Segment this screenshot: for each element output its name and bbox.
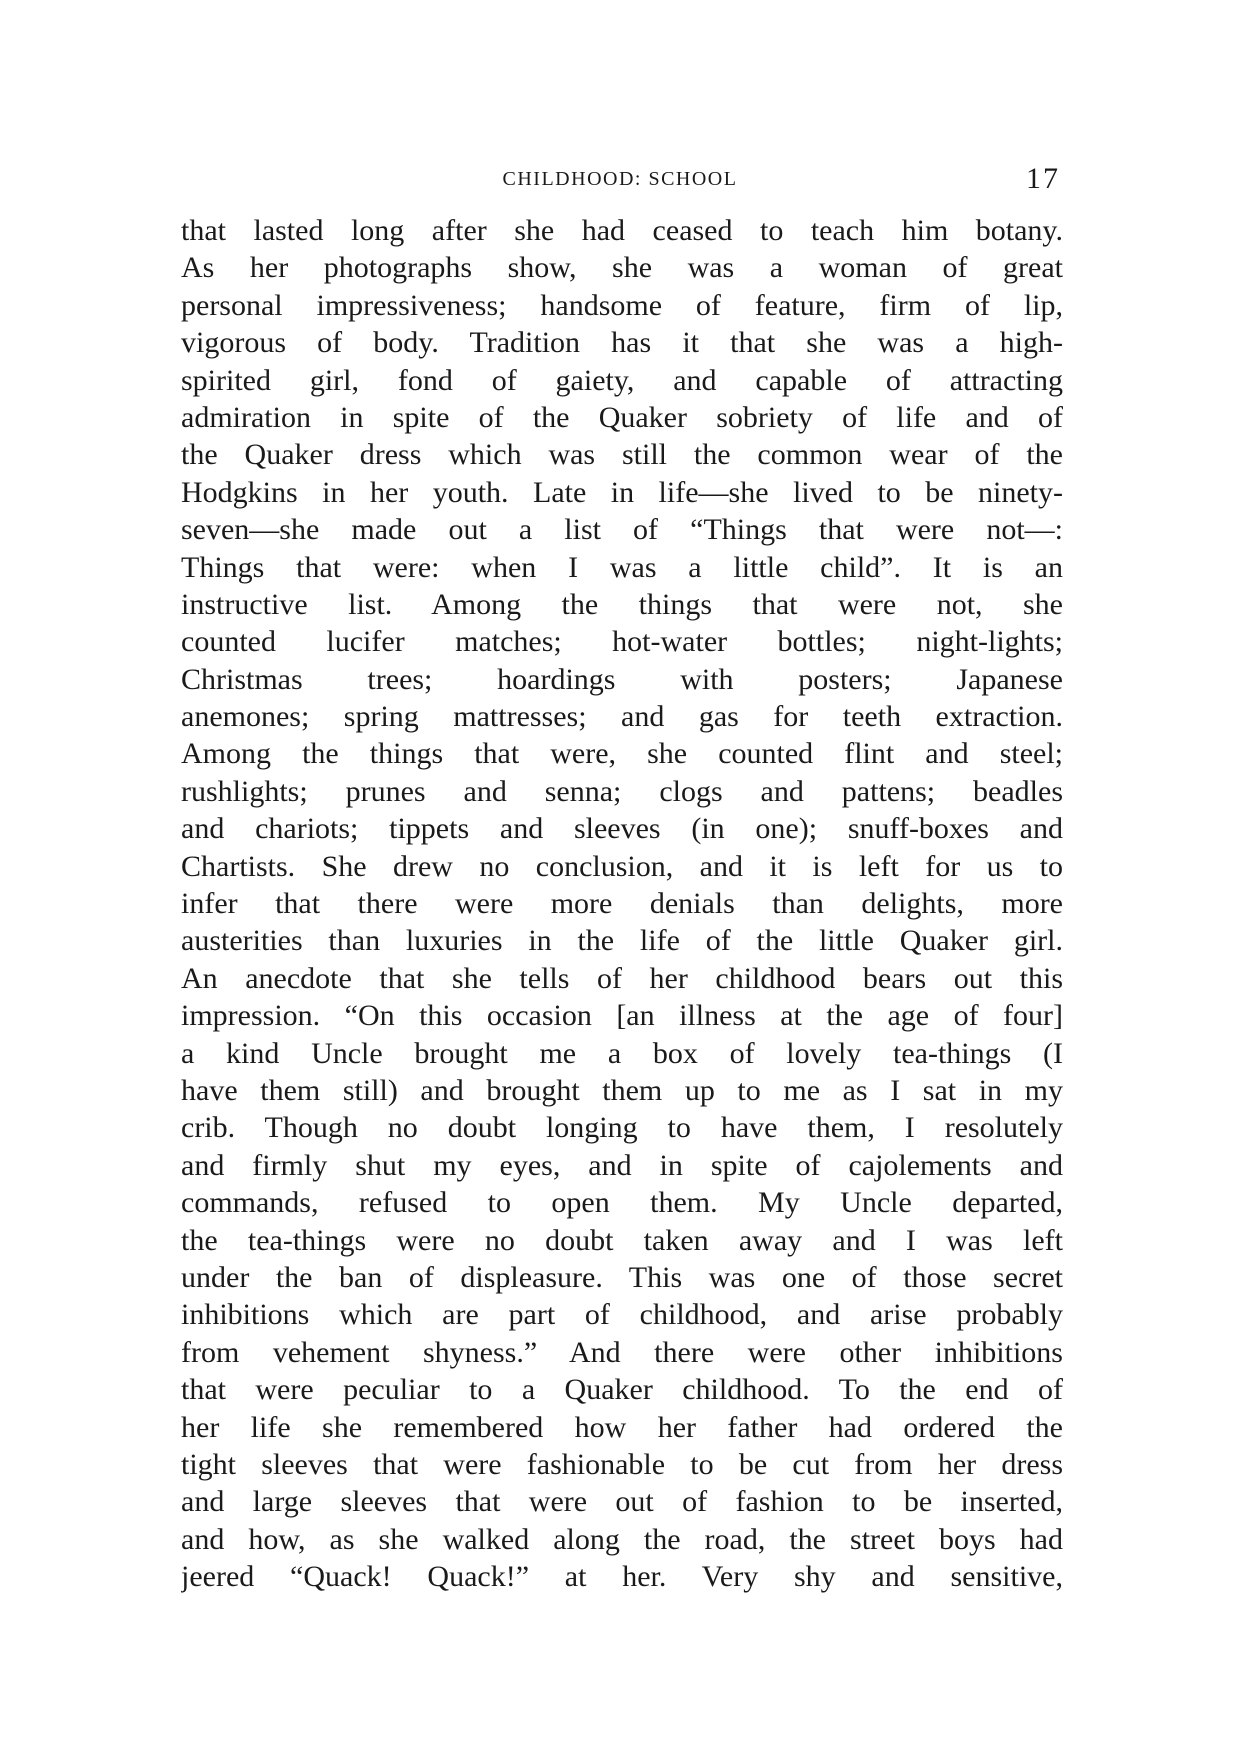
text-line: vigorous of body. Tradition has it that she was a high- [181,326,1063,360]
text-line: rushlights; prunes and senna; clogs and pattens; beadles [181,774,1063,808]
text-line: seven—she made out a list of “Things that were not—: [181,513,1063,547]
text-line: and chariots; tippets and sleeves (in one); snuff-boxes and [181,812,1063,846]
text-line: have them still) and brought them up to me as I sat in my [181,1073,1063,1107]
text-line: that were peculiar to a Quaker childhood. To the end of [181,1373,1063,1407]
text-line: admiration in spite of the Quaker sobriety of life and of [181,400,1063,434]
text-line: personal impressiveness; handsome of feature, firm of lip, [181,288,1063,322]
text-line: the tea-things were no doubt taken away and I was left [181,1223,1063,1257]
text-line: counted lucifer matches; hot-water bottles; night-lights; [181,625,1063,659]
text-line: and firmly shut my eyes, and in spite of cajolements and [181,1148,1063,1182]
text-line: instructive list. Among the things that were not, she [181,587,1063,621]
text-line: a kind Uncle brought me a box of lovely tea-things (I [181,1036,1063,1070]
text-line: crib. Though no doubt longing to have them, I resolutely [181,1111,1063,1145]
text-line: Among the things that were, she counted flint and steel; [181,737,1063,771]
text-line: inhibitions which are part of childhood, and arise probably [181,1298,1063,1332]
text-line: Hodgkins in her youth. Late in life—she lived to be ninety- [181,475,1063,509]
text-line: commands, refused to open them. My Uncle departed, [181,1186,1063,1220]
running-head [180,162,1060,196]
text-line: that lasted long after she had ceased to teach him botany. [181,214,1063,247]
text-line: spirited girl, fond of gaiety, and capable of attracting [181,363,1063,397]
text-line: An anecdote that she tells of her childhood bears out this [181,961,1063,995]
text-line: austerities than luxuries in the life of the little Quaker girl. [181,924,1063,958]
text-line: Christmas trees; hoardings with posters; Japanese [181,662,1063,696]
text-line: and how, as she walked along the road, the street boys had [181,1522,1063,1556]
body-paragraph [181,212,1063,1595]
text-line: Chartists. She drew no conclusion, and it is left for us to [181,849,1063,883]
text-line: her life she remembered how her father had ordered the [181,1410,1063,1444]
running-title: CHILDHOOD: SCHOOL [502,168,738,190]
text-line: jeered “Quack! Quack!” at her. Very shy and sensitive, [181,1560,1063,1594]
text-line: As her photographs show, she was a woman of great [181,251,1063,285]
text-line: infer that there were more denials than delights, more [181,887,1063,921]
text-line: under the ban of displeasure. This was one of those secret [181,1260,1063,1294]
text-line: Things that were: when I was a little child”. It is an [181,550,1063,584]
text-line: anemones; spring mattresses; and gas for teeth extraction. [181,700,1063,734]
text-line: and large sleeves that were out of fashion to be inserted, [181,1485,1063,1519]
page-number: 17 [1026,162,1060,195]
text-line: from vehement shyness.” And there were other inhibitions [181,1335,1063,1369]
text-line: tight sleeves that were fashionable to be cut from her dress [181,1447,1063,1481]
text-line: the Quaker dress which was still the common wear of the [181,438,1063,472]
text-line: impression. “On this occasion [an illness at the age of four] [181,999,1063,1033]
